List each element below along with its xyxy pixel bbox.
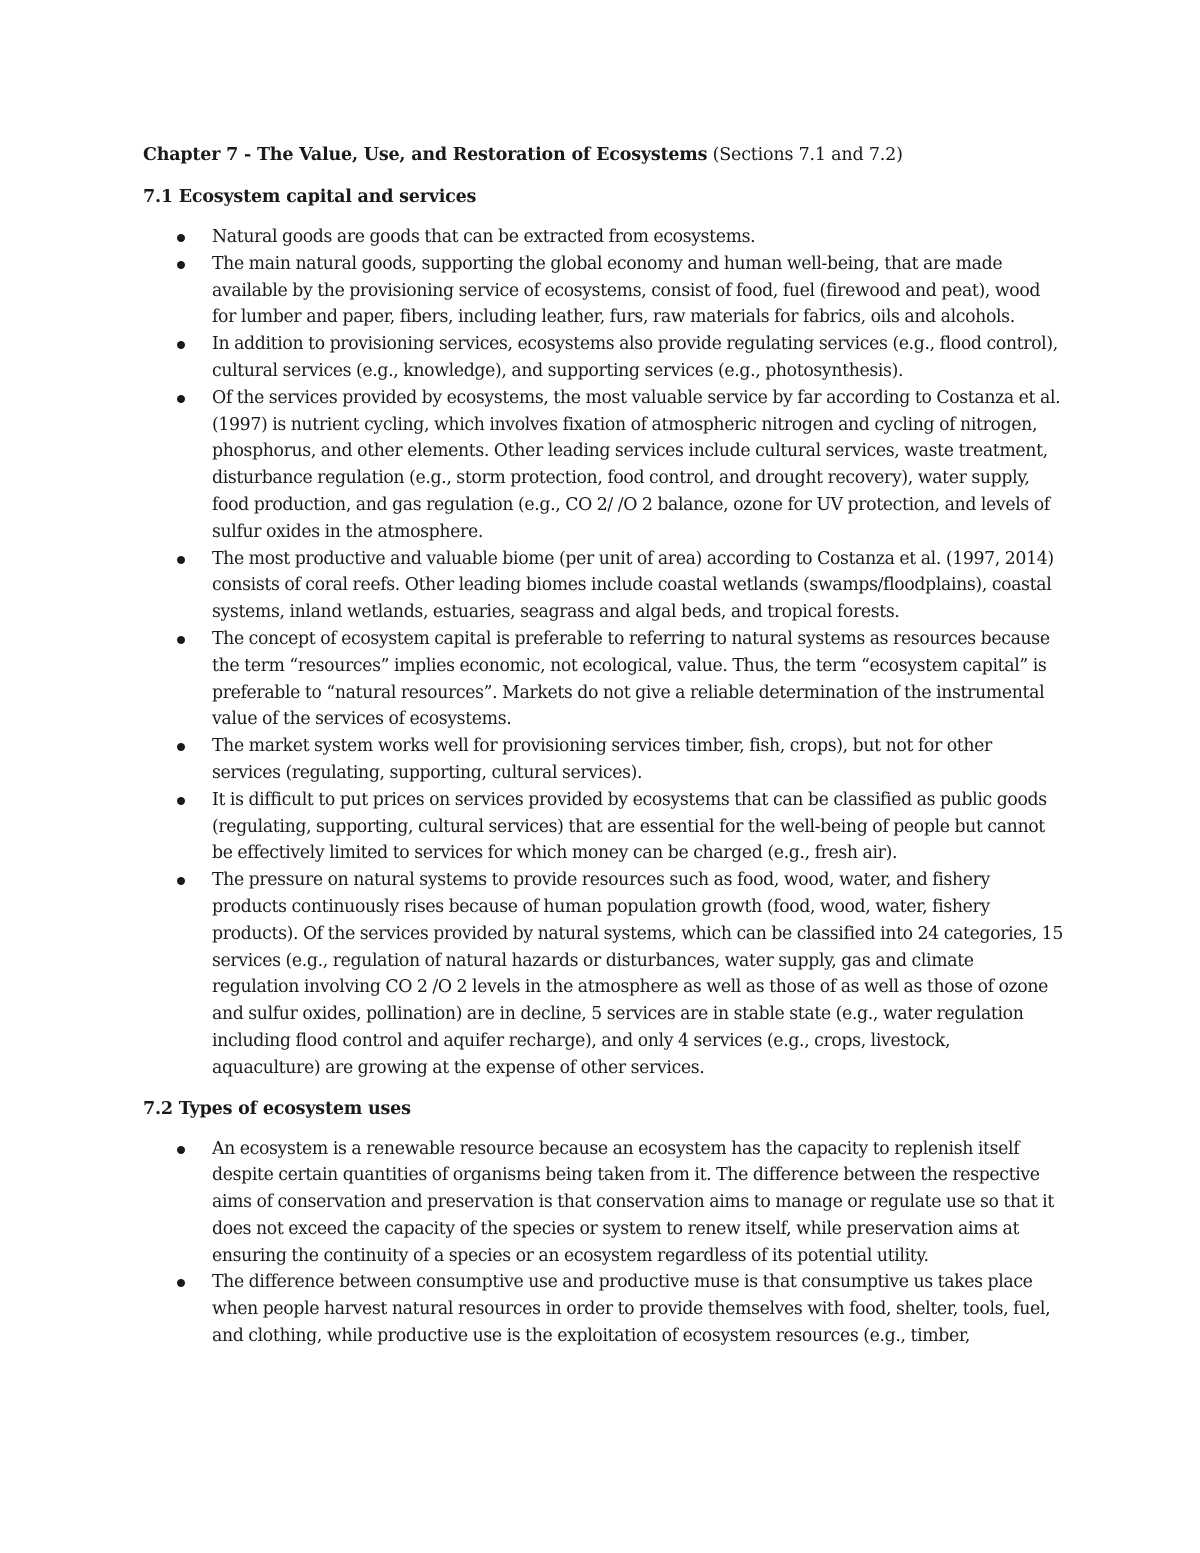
bullet-icon bbox=[177, 1279, 185, 1287]
bullet-list-7-1 bbox=[143, 224, 1063, 1082]
chapter-title bbox=[143, 142, 1063, 168]
section-heading-7-2: 7.2 Types of ecosystem uses bbox=[143, 1098, 411, 1119]
bullet-list-7-2 bbox=[143, 1136, 1063, 1350]
bullet-icon bbox=[177, 234, 185, 242]
list-item bbox=[143, 787, 1063, 867]
list-item bbox=[143, 546, 1063, 626]
list-item-text: It is difficult to put prices on services provided by ecosystems that can be classified as public goods (regulating, supporting, cultural services) that are essential for the well-being of people but cannot be effectively limited to services for which money can be charged (e.g., fresh air). bbox=[212, 789, 1047, 864]
list-item bbox=[143, 224, 1063, 251]
list-item-text: The pressure on natural systems to provide resources such as food, wood, water, and fishery products continuously rises because of human population growth (food, wood, water, fishery products). Of the services provided by natural systems, which can be classified into 24 categories, 15 services (e.g., regulation of natural hazards or disturbances, water supply, gas and climate regulation involving CO 2 /O 2 levels in the atmosphere as well as those of as well as those of ozone and sulfur oxides, pollination) are in decline, 5 services are in stable state (e.g., water regulation including flood control and aquifer recharge), and only 4 services (e.g., crops, livestock, aquaculture) are growing at the expense of other services. bbox=[212, 870, 1063, 1078]
list-item bbox=[143, 867, 1063, 1081]
bullet-icon bbox=[177, 1146, 185, 1154]
list-item-text: An ecosystem is a renewable resource because an ecosystem has the capacity to replenish itself despite certain quantities of organisms being taken from it. The difference between the respective aims of conservation and preservation is that conservation aims to manage or regulate use so that it does not exceed the capacity of the species or system to renew itself, while preservation aims at ensuring the continuity of a species or an ecosystem regardless of its potential utility. bbox=[212, 1138, 1054, 1266]
section-heading-7-1: 7.1 Ecosystem capital and services bbox=[143, 187, 477, 207]
chapter-title-sections: (Sections 7.1 and 7.2) bbox=[707, 145, 903, 165]
list-item-text: The difference between consumptive use and productive muse is that consumptive us takes place when people harvest natural resources in order to provide themselves with food, shelter, tools, fuel, and clothing, while productive use is the exploitation of ecosystem resources (e.g., timber, bbox=[212, 1272, 1051, 1347]
list-item bbox=[143, 1136, 1063, 1270]
list-item-text: In addition to provisioning services, ecosystems also provide regulating services (e.g., flood control), cultural services (e.g., knowledge), and supporting services (e.g., photosynthesis). bbox=[212, 334, 1058, 381]
chapter-title-bold: Chapter 7 - The Value, Use, and Restoration of Ecosystems bbox=[143, 145, 708, 165]
bullet-icon bbox=[177, 797, 185, 805]
list-item bbox=[143, 251, 1063, 331]
bullet-icon bbox=[177, 261, 185, 269]
list-item bbox=[143, 1269, 1063, 1349]
list-item-text: Natural goods are goods that can be extracted from ecosystems. bbox=[212, 227, 756, 247]
list-item bbox=[143, 385, 1063, 546]
bullet-icon bbox=[177, 556, 185, 564]
list-item-text: The most productive and valuable biome (per unit of area) according to Costanza et al. (1997, 2014) consists of coral reefs. Other leading biomes include coastal wetlands (swamps/floodplains), coastal systems, inland wetlands, estuaries, seagrass and algal beds, and tropical forests. bbox=[212, 548, 1054, 623]
list-item-text: Of the services provided by ecosystems, the most valuable service by far according to Costanza et al. (1997) is nutrient cycling, which involves fixation of atmospheric nitrogen and cycling of nitrogen, phosphorus, and other elements. Other leading services include cultural services, waste treatment, disturbance regulation (e.g., storm protection, food control, and drought recovery), water supply, food production, and gas regulation (e.g., CO 2/ /O 2 balance, ozone for UV protection, and levels of sulfur oxides in the atmosphere. bbox=[212, 387, 1061, 542]
bullet-icon bbox=[177, 743, 185, 751]
bullet-icon bbox=[177, 636, 185, 644]
list-item bbox=[143, 626, 1063, 733]
list-item-text: The main natural goods, supporting the global economy and human well-being, that are made available by the provisioning service of ecosystems, consist of food, fuel (firewood and peat), wood for lumber and paper, fibers, including leather, furs, raw materials for fabrics, oils and alcohols. bbox=[212, 253, 1041, 328]
list-item bbox=[143, 733, 1063, 787]
list-item bbox=[143, 331, 1063, 385]
list-item-text: The market system works well for provisioning services timber, fish, crops), but not for other services (regulating, supporting, cultural services). bbox=[212, 736, 992, 783]
document-page bbox=[143, 142, 1063, 1350]
bullet-icon bbox=[177, 877, 185, 885]
bullet-icon bbox=[177, 395, 185, 403]
list-item-text: The concept of ecosystem capital is preferable to referring to natural systems as resources because the term “resources” implies economic, not ecological, value. Thus, the term “ecosystem capital” is preferable to “natural resources”. Markets do not give a reliable determination of the instrumental value of the services of ecosystems. bbox=[212, 628, 1050, 730]
bullet-icon bbox=[177, 341, 185, 349]
